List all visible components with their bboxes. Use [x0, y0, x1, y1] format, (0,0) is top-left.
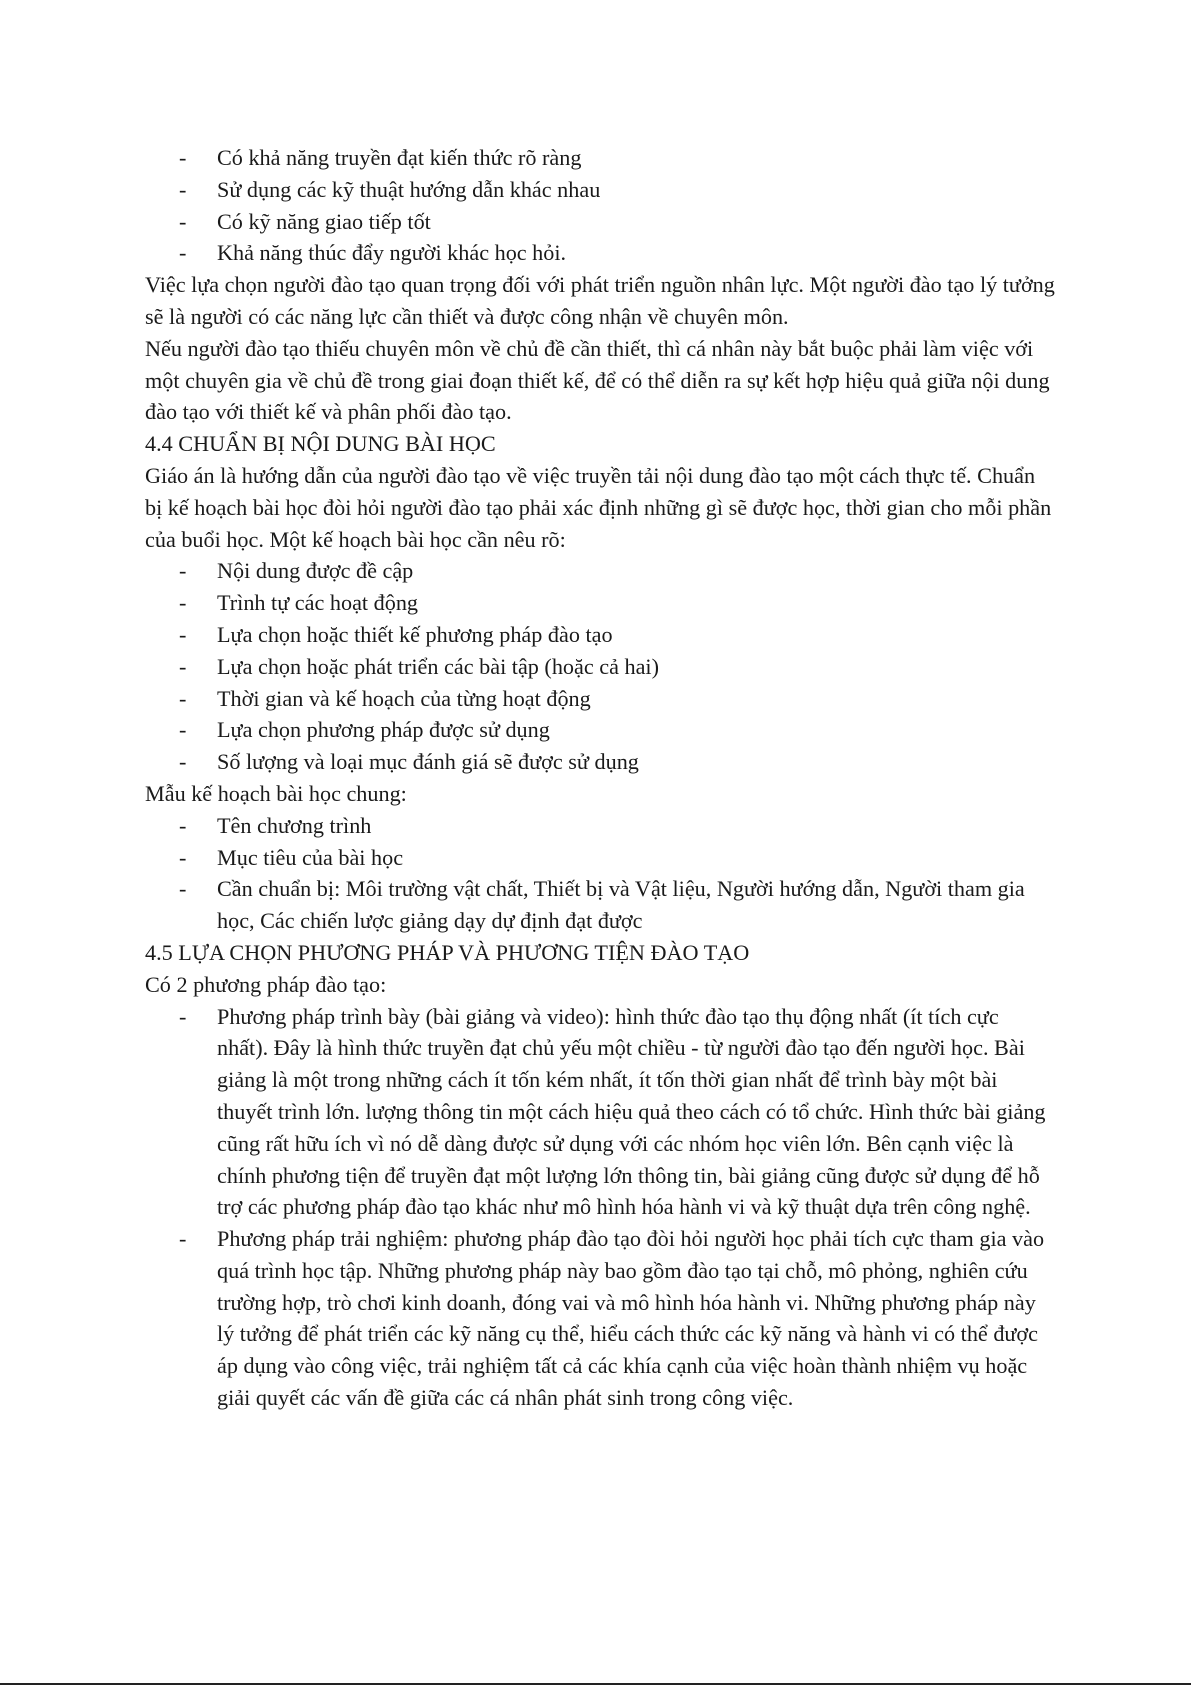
lesson-plan-list [145, 555, 1055, 778]
list-item: - Phương pháp trình bày (bài giảng và video): hình thức đào tạo thụ động nhất (ít tích cực nhất). Đây là hình thức truyền đạt chủ yếu một chiều - từ người đào tạo đến người học. Bài giảng là một trong những cách ít tốn kém nhất, ít tốn thời gian nhất để trình bày một bài thuyết trình lớn. lượng thông tin một cách hiệu quả theo cách có tổ chức. Hình thức bài giảng cũng rất hữu ích vì nó dễ dàng được sử dụng với các nhóm học viên lớn. Bên cạnh việc là chính phương tiện để truyền đạt một lượng lớn thông tin, bài giảng cũng được sử dụng để hỗ trợ các phương pháp đào tạo khác như mô hình hóa hành vi và kỹ thuật dựa trên công nghệ. [179, 1003, 1046, 1220]
list-item: - Cần chuẩn bị: Môi trường vật chất, Thiết bị và Vật liệu, Người hướng dẫn, Người tham gia học, Các chiến lược giảng dạy dự định đạt được [179, 876, 1025, 934]
paragraph-trainer-selection: Việc lựa chọn người đào tạo quan trọng đối với phát triển nguồn nhân lực. Một người đào tạo lý tưởng sẽ là người có các năng lực cần thiết và được công nhận về chuyên môn. [145, 272, 1055, 329]
training-methods-list [145, 1001, 1055, 1414]
list-item: - Số lượng và loại mục đánh giá sẽ được sử dụng [179, 749, 639, 775]
list-item: - Có kỹ năng giao tiếp tốt [179, 208, 431, 234]
trainer-skills-list [145, 142, 1055, 269]
list-item: - Có khả năng truyền đạt kiến thức rõ ràng [179, 145, 582, 170]
list-item: - Thời gian và kế hoạch của từng hoạt động [179, 685, 591, 711]
section-heading-4-5: 4.5 LỰA CHỌN PHƯƠNG PHÁP VÀ PHƯƠNG TIỆN ĐÀO TẠO [145, 939, 750, 965]
section-heading-4-4: 4.4 CHUẨN BỊ NỘI DUNG BÀI HỌC [145, 431, 496, 457]
paragraph-lesson-plan: Giáo án là hướng dẫn của người đào tạo về việc truyền tải nội dung đào tạo một cách thực tế. Chuẩn bị kế hoạch bài học đòi hỏi người đào tạo phải xác định những gì sẽ được học, thời gian cho mỗi phần của buổi học. Một kế hoạch bài học cần nêu rõ: [145, 462, 1052, 552]
list-item: - Phương pháp trải nghiệm: phương pháp đào tạo đòi hỏi người học phải tích cực tham gia vào quá trình học tập. Những phương pháp này bao gồm đào tạo tại chỗ, mô phỏng, nghiên cứu trường hợp, trò chơi kinh doanh, đóng vai và mô hình hóa hành vi. Những phương pháp này lý tưởng để phát triển các kỹ năng cụ thể, hiểu cách thức các kỹ năng và hành vi có thể được áp dụng vào công việc, trải nghiệm tất cả các khía cạnh của việc hoàn thành nhiệm vụ hoặc giải quyết các vấn đề giữa các cá nhân phát sinh trong công việc. [179, 1226, 1045, 1411]
paragraph-methods-intro: Có 2 phương pháp đào tạo: [145, 971, 387, 997]
list-item: - Mục tiêu của bài học [179, 844, 404, 870]
list-item: - Sử dụng các kỹ thuật hướng dẫn khác nhau [179, 176, 601, 202]
list-item: - Nội dung được đề cập [179, 558, 414, 584]
lesson-template-list [145, 810, 1055, 937]
list-item: - Lựa chọn phương pháp được sử dụng [179, 717, 550, 743]
document-page [145, 142, 1055, 1414]
list-item: - Lựa chọn hoặc phát triển các bài tập (hoặc cả hai) [179, 653, 659, 679]
paragraph-expert-collaboration: Nếu người đào tạo thiếu chuyên môn về chủ đề cần thiết, thì cá nhân này bắt buộc phải làm việc với một chuyên gia về chủ đề trong giai đoạn thiết kế, để có thể diễn ra sự kết hợp hiệu quả giữa nội dung đào tạo với thiết kế và phân phối đào tạo. [145, 335, 1050, 425]
list-item: - Khả năng thúc đẩy người khác học hỏi. [179, 240, 567, 266]
list-item: - Trình tự các hoạt động [179, 590, 419, 616]
list-item: - Lựa chọn hoặc thiết kế phương pháp đào tạo [179, 621, 613, 647]
list-item: - Tên chương trình [179, 812, 372, 838]
paragraph-template-intro: Mẫu kế hoạch bài học chung: [145, 780, 407, 806]
